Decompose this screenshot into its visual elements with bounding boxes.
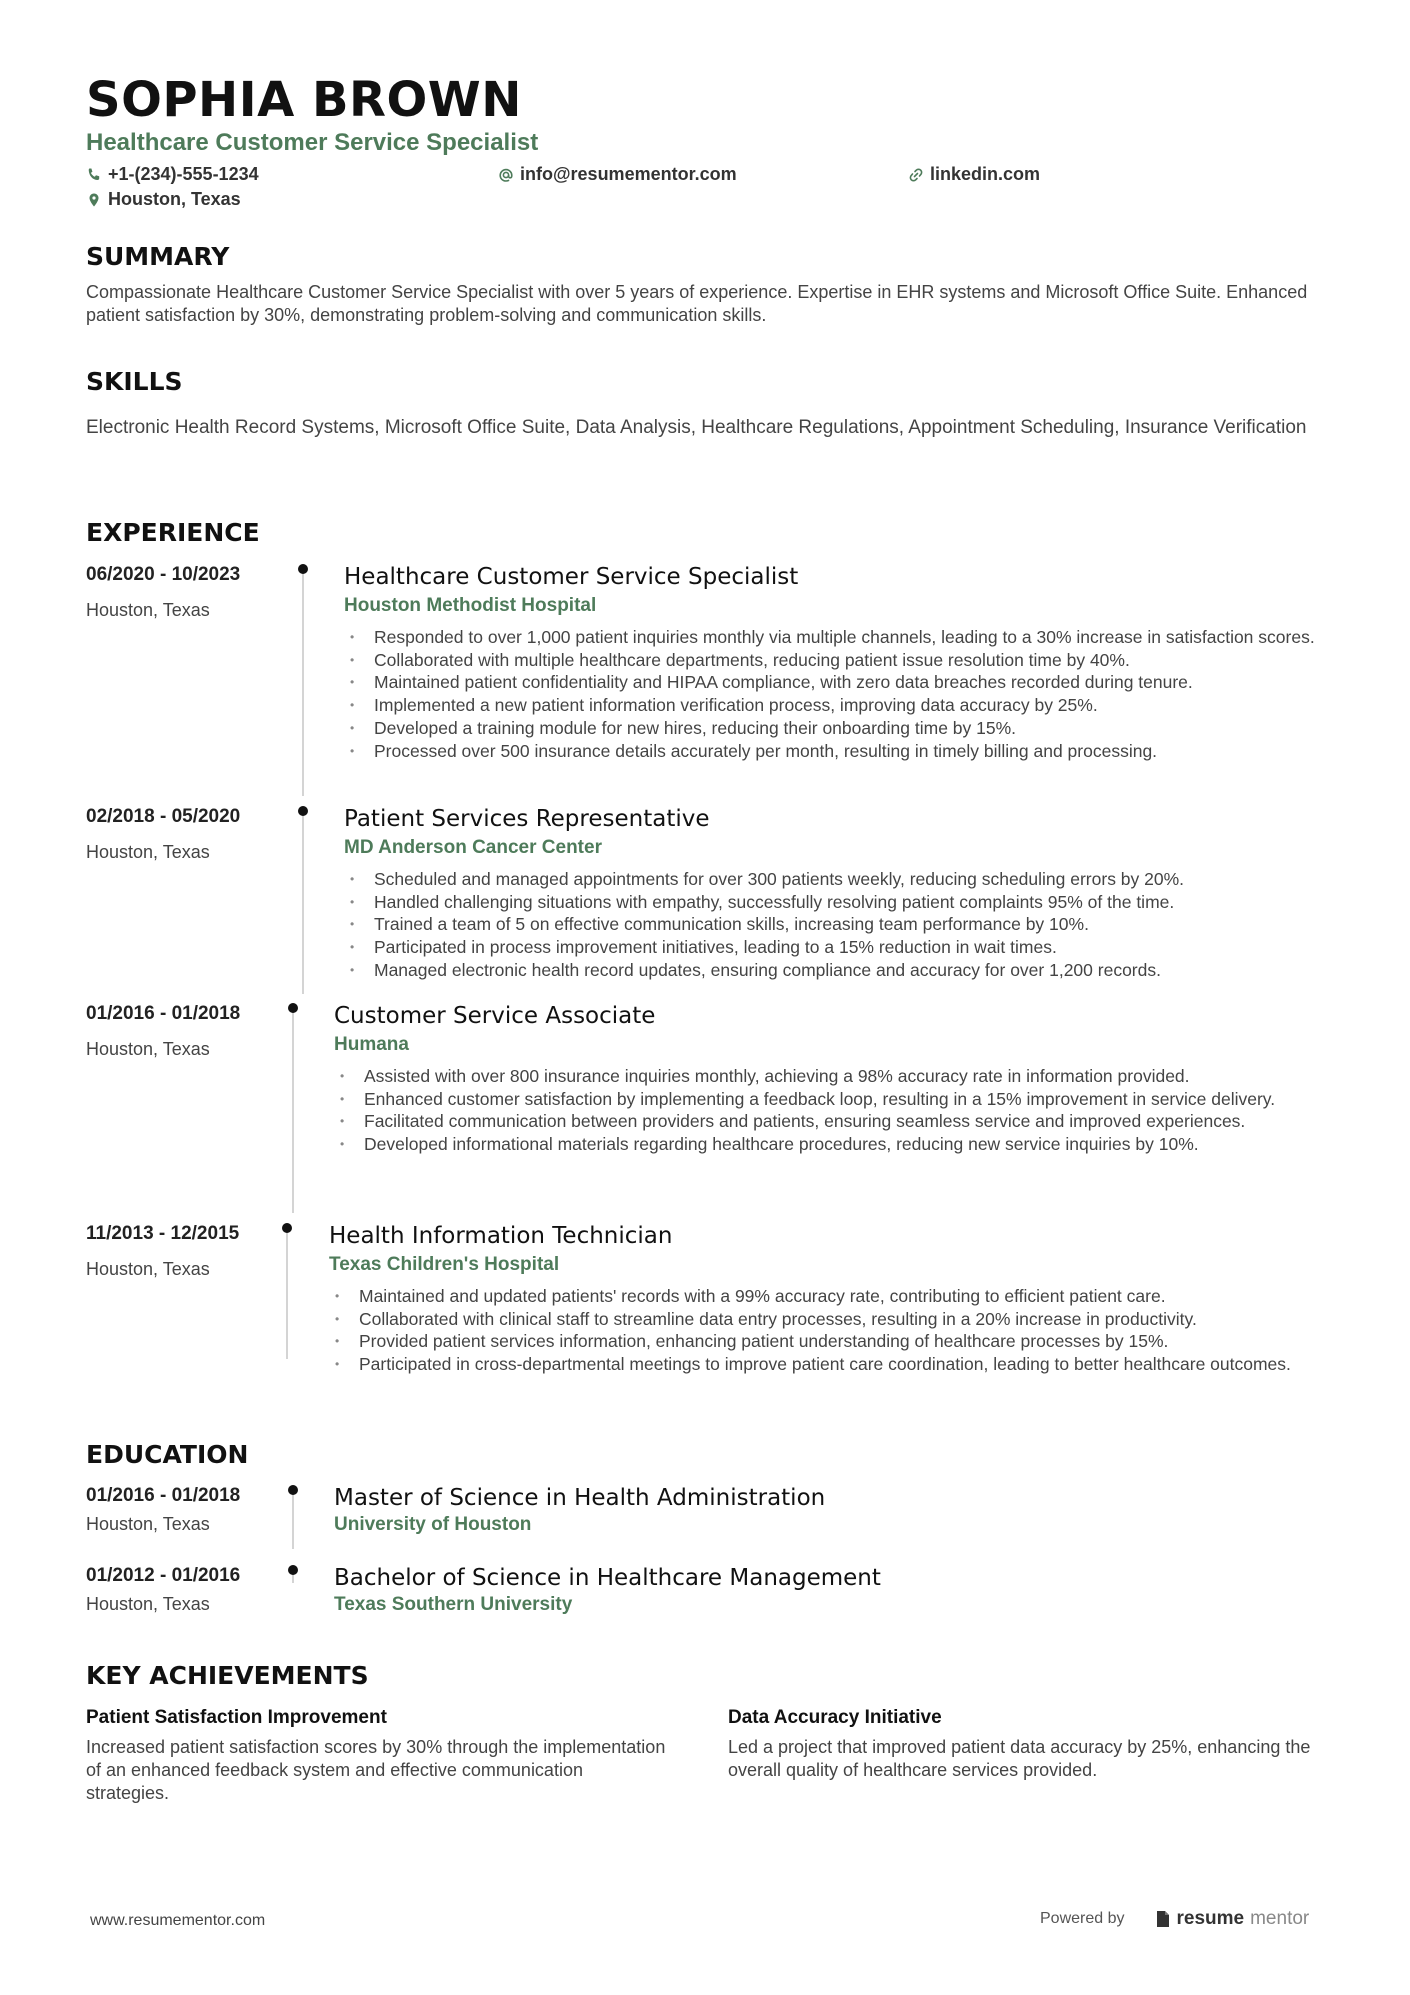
experience-heading: EXPERIENCE: [86, 518, 260, 547]
contact-info: [86, 160, 1326, 212]
achievements-heading: KEY ACHIEVEMENTS: [86, 1661, 369, 1690]
brand-logo[interactable]: [1155, 1908, 1310, 1930]
job-bullets: [329, 1285, 1326, 1376]
experience-item: [86, 806, 1326, 994]
job-body: [329, 1221, 1326, 1376]
edu-school: Texas Southern University: [334, 1594, 573, 1615]
job-bullet: • Facilitated communication between providers and patients, ensuring seamless service and improved experiences.: [334, 1110, 1326, 1133]
achievement-heading: Patient Satisfaction Improvement: [86, 1707, 387, 1728]
job-bullet: • Provided patient services information, enhancing patient understanding of healthcare processes by 15%.: [329, 1330, 1326, 1353]
brand-bold: resume: [1176, 1908, 1245, 1929]
edu-body: [334, 1483, 1326, 1537]
edu-body: [334, 1563, 1326, 1617]
achievement-heading: Data Accuracy Initiative: [728, 1707, 942, 1728]
linkedin-text: linkedin.com: [930, 164, 1041, 184]
location-text: Houston, Texas: [108, 189, 241, 209]
job-bullets: [344, 868, 1326, 982]
job-title: Customer Service Associate: [334, 1003, 656, 1029]
edu-degree: Bachelor of Science in Healthcare Management: [334, 1565, 881, 1591]
timeline-line: [302, 806, 304, 994]
timeline-dot: [288, 1485, 298, 1495]
education-item: [86, 1565, 1326, 1615]
job-bullet: • Participated in process improvement initiatives, leading to a 15% reduction in wait times.: [344, 936, 1326, 959]
experience-item: [86, 1003, 1326, 1213]
job-title: Patient Services Representative: [344, 806, 710, 832]
job-dates: 02/2018 - 05/2020: [86, 806, 241, 827]
job-bullet: • Collaborated with clinical staff to streamline data entry processes, resulting in a 20% increase in productivity.: [329, 1308, 1326, 1331]
timeline-line: [302, 564, 304, 796]
timeline-dot: [298, 564, 308, 574]
job-bullet: • Responded to over 1,000 patient inquiries monthly via multiple channels, leading to a 30% increase in satisfaction scores.: [344, 626, 1326, 649]
footer-website[interactable]: www.resumementor.com: [90, 1912, 266, 1929]
timeline-dot: [288, 1003, 298, 1013]
achievements-section: [86, 1661, 1326, 1690]
education-heading: EDUCATION: [86, 1440, 249, 1469]
job-bullet: • Implemented a new patient information verification process, improving data accuracy by 25%.: [344, 694, 1326, 717]
job-title: Health Information Technician: [329, 1223, 673, 1249]
contact-location: [86, 189, 241, 210]
email-text: info@resumementor.com: [520, 164, 737, 184]
contact-linkedin[interactable]: [908, 164, 1040, 185]
edu-location: Houston, Texas: [86, 1594, 210, 1614]
job-body: [344, 562, 1326, 762]
edu-dates: 01/2016 - 01/2018: [86, 1485, 241, 1506]
job-body: [334, 1001, 1326, 1156]
job-location: Houston, Texas: [86, 1039, 210, 1059]
contact-phone[interactable]: [86, 164, 259, 185]
timeline-line: [286, 1223, 288, 1359]
education-item: [86, 1485, 1326, 1549]
job-bullet: • Assisted with over 800 insurance inquiries monthly, achieving a 98% accuracy rate in information provided.: [334, 1065, 1326, 1088]
job-bullet: • Enhanced customer satisfaction by implementing a feedback loop, resulting in a 15% improvement in service delivery.: [334, 1088, 1326, 1111]
job-title: Healthcare Customer Service Specialist: [344, 564, 799, 590]
timeline-dot: [282, 1223, 292, 1233]
job-dates: 11/2013 - 12/2015: [86, 1223, 240, 1244]
summary-heading: SUMMARY: [86, 242, 230, 271]
phone-icon: [86, 167, 102, 183]
job-dates: 06/2020 - 10/2023: [86, 564, 241, 585]
experience-section: [86, 518, 1326, 547]
skills-section: [86, 367, 1326, 440]
job-body: [344, 804, 1326, 982]
job-bullet: • Scheduled and managed appointments for over 300 patients weekly, reducing scheduling errors by 20%.: [344, 868, 1326, 891]
contact-email[interactable]: [498, 164, 737, 185]
job-bullet: • Processed over 500 insurance details accurately per month, resulting in timely billing and processing.: [344, 740, 1326, 763]
job-bullet: • Managed electronic health record updates, ensuring compliance and accuracy for over 1,200 records.: [344, 959, 1326, 982]
achievement-item: [86, 1706, 666, 1805]
timeline-dot: [298, 806, 308, 816]
edu-school: University of Houston: [334, 1514, 532, 1535]
job-location: Houston, Texas: [86, 1259, 210, 1279]
timeline-line: [292, 1003, 294, 1213]
experience-item: [86, 564, 1326, 796]
achievement-text: Led a project that improved patient data accuracy by 25%, enhancing the overall quality of healthcare services provided.: [728, 1737, 1311, 1780]
candidate-name: SOPHIA BROWN: [86, 72, 522, 128]
location-pin-icon: [86, 192, 102, 208]
job-company: MD Anderson Cancer Center: [344, 837, 602, 858]
achievement-item: [728, 1706, 1328, 1782]
job-company: Texas Children's Hospital: [329, 1254, 560, 1275]
resumementor-logo-icon: [1155, 1909, 1171, 1929]
job-location: Houston, Texas: [86, 842, 210, 862]
edu-dates: 01/2012 - 01/2016: [86, 1565, 241, 1586]
job-bullet: • Handled challenging situations with empathy, successfully resolving patient complaints 95% of the time.: [344, 891, 1326, 914]
link-icon: [908, 167, 924, 183]
summary-text: Compassionate Healthcare Customer Service Specialist with over 5 years of experience. Expertise in EHR systems and Microsoft Office Suite. Enhanced patient satisfaction by 30%, demonstrating problem-solving and communication skills.: [86, 282, 1308, 325]
skills-text: Electronic Health Record Systems, Microsoft Office Suite, Data Analysis, Healthcare Regulations, Appointment Scheduling, Insurance Verification: [86, 417, 1307, 438]
edu-degree: Master of Science in Health Administration: [334, 1485, 826, 1511]
job-bullet: • Developed a training module for new hires, reducing their onboarding time by 15%.: [344, 717, 1326, 740]
brand-light: mentor: [1250, 1908, 1310, 1929]
at-icon: [498, 167, 514, 183]
job-company: Houston Methodist Hospital: [344, 595, 597, 616]
job-bullets: [344, 626, 1326, 762]
footer-branding: [1040, 1908, 1309, 1930]
edu-location: Houston, Texas: [86, 1514, 210, 1534]
timeline-dot: [288, 1565, 298, 1575]
job-bullet: • Maintained and updated patients' records with a 99% accuracy rate, contributing to efficient patient care.: [329, 1285, 1326, 1308]
resume-page: [86, 70, 1326, 440]
job-bullets: [334, 1065, 1326, 1156]
candidate-role: Healthcare Customer Service Specialist: [86, 129, 539, 156]
achievement-text: Increased patient satisfaction scores by 30% through the implementation of an enhanced feedback system and effective communication strategies.: [86, 1737, 666, 1803]
job-bullet: • Maintained patient confidentiality and HIPAA compliance, with zero data breaches recorded during tenure.: [344, 671, 1326, 694]
job-dates: 01/2016 - 01/2018: [86, 1003, 241, 1024]
job-bullet: • Participated in cross-departmental meetings to improve patient care coordination, leading to better healthcare outcomes.: [329, 1353, 1326, 1376]
job-bullet: • Developed informational materials regarding healthcare procedures, reducing new service inquiries by 10%.: [334, 1133, 1326, 1156]
job-bullet: • Collaborated with multiple healthcare departments, reducing patient issue resolution time by 40%.: [344, 649, 1326, 672]
skills-heading: SKILLS: [86, 367, 183, 396]
phone-text: +1-(234)-555-1234: [108, 164, 259, 184]
summary-section: [86, 242, 1326, 327]
experience-item: [86, 1223, 1326, 1375]
job-location: Houston, Texas: [86, 600, 210, 620]
powered-by-text: Powered by: [1040, 1910, 1125, 1927]
job-bullet: • Trained a team of 5 on effective communication skills, increasing team performance by 10%.: [344, 913, 1326, 936]
job-company: Humana: [334, 1034, 409, 1055]
education-section: [86, 1440, 1326, 1469]
